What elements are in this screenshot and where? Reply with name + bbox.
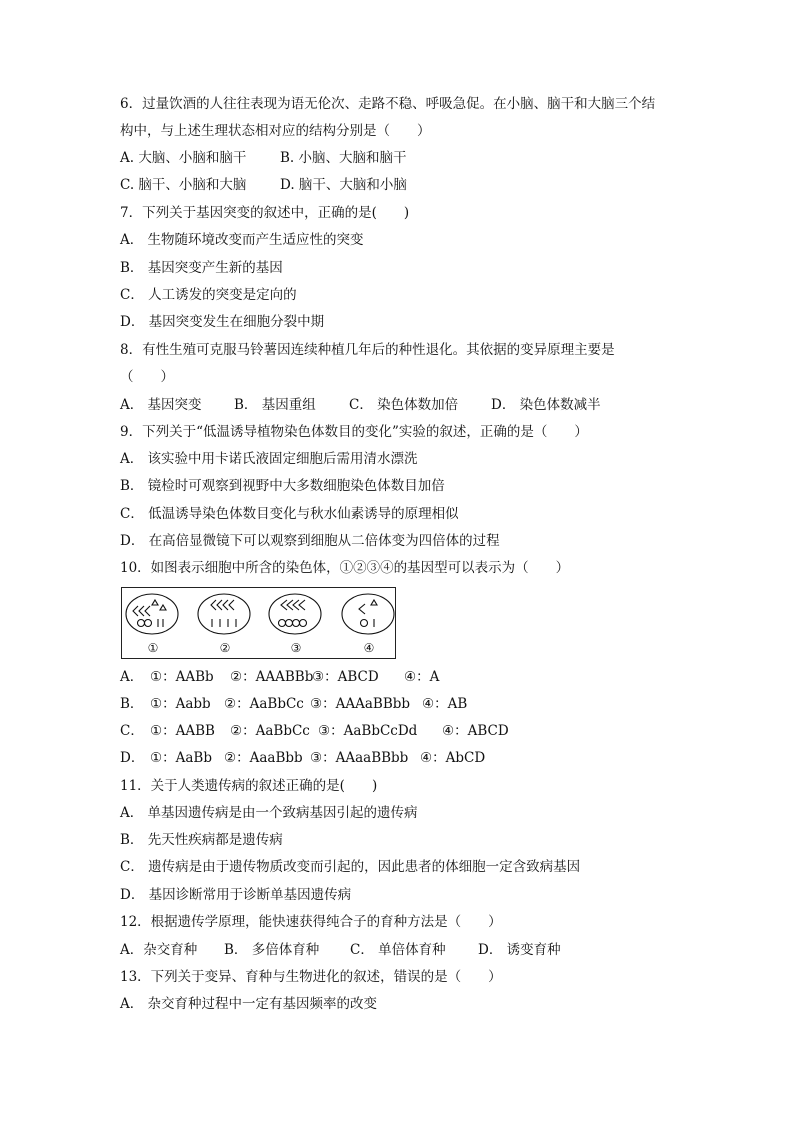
q10-option-b-letter: B．: [120, 696, 144, 712]
q6-options-row-1: [120, 148, 680, 168]
q6-option-d: D. 脑干、大脑和小脑: [280, 177, 407, 193]
q10-option-d-cell-3: ③：AAaaBBbb: [310, 750, 409, 766]
q10-option-a-cell-4: ④：A: [404, 669, 440, 685]
q10-option-b-cell-1: ①：Aabb: [150, 696, 211, 712]
cell-3-outline: [269, 594, 321, 634]
q10-option-c-cell-2: ②：AaBbCc: [230, 723, 310, 739]
cell-2-chromosome-v: [211, 600, 216, 610]
q10-option-a-cell-3: ③：ABCD: [312, 669, 379, 685]
cell-1-chromosome-triangle: [160, 605, 166, 610]
q8-option-d: D． 染色体数减半: [491, 397, 601, 413]
q11-option-a: A． 单基因遗传病是由一个致病基因引起的遗传病: [120, 805, 418, 821]
cell-1-chromosome-v: [145, 606, 150, 616]
q6-options-row-2: [120, 175, 680, 195]
q10-option-c-letter: C．: [120, 723, 144, 739]
cell-2-outline: [198, 594, 250, 634]
cell-2-chromosome-v: [217, 600, 222, 610]
q6-option-a: A. 大脑、小脑和脑干: [120, 150, 247, 166]
q12-option-d: D． 诱变育种: [478, 942, 561, 958]
cell-3-chromosome-circle: [300, 620, 307, 627]
q11-stem: 11．关于人类遗传病的叙述正确的是( ): [120, 778, 378, 794]
cell-3-chromosome-v: [293, 600, 299, 610]
q11-option-d: D． 基因诊断常用于诊断单基因遗传病: [120, 887, 352, 903]
q10-option-d: [120, 748, 680, 768]
q8-options-row: [120, 395, 680, 415]
cell-1-outline: [126, 594, 178, 634]
chromosome-diagram: [122, 588, 397, 660]
cell-2-chromosome-v: [229, 600, 234, 610]
q11-option-c: C． 遗传病是由于遗传物质改变而引起的，因此患者的体细胞一定含致病基因: [120, 859, 581, 875]
q10-stem: 10．如图表示细胞中所含的染色体，①②③④的基因型可以表示为（ ）: [120, 560, 570, 576]
q6-stem-line-1: 6．过量饮酒的人往往表现为语无伦次、走路不稳、呼吸急促。在小脑、脑干和大脑三个结: [120, 96, 656, 112]
q9-option-d: D． 在高倍显微镜下可以观察到细胞从二倍体变为四倍体的过程: [120, 533, 500, 549]
cell-4-outline: [342, 594, 394, 634]
q7-option-b: B． 基因突变产生新的基因: [120, 260, 283, 276]
q10-option-d-cell-2: ②：AaaBbb: [224, 750, 303, 766]
cell-3-chromosome-circle: [293, 620, 300, 627]
q8-stem-line-1: 8．有性生殖可克服马铃薯因连续种植几年后的种性退化。其依据的变异原理主要是: [120, 342, 615, 358]
q10-option-a-letter: A．: [120, 669, 144, 685]
q9-option-a: A． 该实验中用卡诺氏液固定细胞后需用清水漂洗: [120, 451, 418, 467]
q7-option-c: C． 人工诱发的突变是定向的: [120, 287, 297, 303]
q10-option-c-cell-1: ①：AABB: [150, 723, 215, 739]
q12-options-row: [120, 940, 680, 960]
cell-3-chromosome-v: [281, 600, 287, 610]
cell-3-chromosome-circle: [286, 620, 293, 627]
q12-option-b: B． 多倍体育种: [224, 942, 320, 958]
q7-option-a: A． 生物随环境改变而产生适应性的突变: [120, 232, 364, 248]
q10-option-c-cell-3: ③：AaBbCcDd: [318, 723, 418, 739]
cell-1-chromosome-triangle: [152, 600, 158, 605]
q11-option-b: B． 先天性疾病都是遗传病: [120, 832, 283, 848]
q10-option-b: [120, 694, 680, 714]
q9-option-b: B． 镜检时可观察到视野中大多数细胞染色体数目加倍: [120, 478, 445, 494]
cell-1-chromosome-v: [133, 606, 138, 616]
q10-option-b-cell-4: ④：AB: [422, 696, 468, 712]
chromosome-figure: [121, 587, 396, 659]
q10-option-c-cell-4: ④：ABCD: [442, 723, 509, 739]
q12-stem: 12．根据遗传学原理，能快速获得纯合子的育种方法是（ ）: [120, 914, 502, 930]
cell-1-label: ①: [147, 641, 159, 655]
cell-3-chromosome-v: [287, 600, 293, 610]
cell-3-chromosome-circle: [279, 620, 286, 627]
cell-3-label: ③: [290, 641, 302, 655]
q7-stem: 7．下列关于基因突变的叙述中，正确的是( ): [120, 205, 410, 221]
cell-2-chromosome-v: [223, 600, 228, 610]
q8-stem-line-2: （ ）: [120, 369, 174, 385]
q9-stem: 9．下列关于“低温诱导植物染色体数目的变化”实验的叙述，正确的是（ ）: [120, 424, 588, 440]
cell-3-chromosome-v: [299, 600, 305, 610]
q13-option-a: A． 杂交育种过程中一定有基因频率的改变: [120, 996, 378, 1012]
q10-option-b-cell-3: ③：AAAaBBbb: [310, 696, 411, 712]
cell-4-chromosome-v: [359, 604, 365, 614]
cell-4-chromosome-circle: [361, 620, 368, 627]
q8-option-a: A． 基因突变: [120, 397, 202, 413]
q10-option-a-cell-2: ②：AAABBb: [230, 669, 314, 685]
q6-option-b: B. 小脑、大脑和脑干: [280, 150, 407, 166]
q10-option-d-letter: D．: [120, 750, 145, 766]
q13-stem: 13．下列关于变异、育种与生物进化的叙述，错误的是（ ）: [120, 969, 502, 985]
cell-1-chromosome-circle: [145, 620, 152, 627]
q9-option-c: C． 低温诱导染色体数目变化与秋水仙素诱导的原理相似: [120, 506, 459, 522]
q12-option-c: C． 单倍体育种: [350, 942, 446, 958]
cell-4-chromosome-triangle: [371, 600, 377, 605]
cell-1-chromosome-circle: [138, 620, 145, 627]
q6-option-c: C. 脑干、小脑和大脑: [120, 177, 247, 193]
cell-1-chromosome-v: [139, 606, 144, 616]
q6-stem-line-2: 构中，与上述生理状态相对应的结构分别是（ ）: [120, 123, 431, 139]
cell-4-label: ④: [363, 641, 375, 655]
q10-option-d-cell-4: ④：AbCD: [420, 750, 486, 766]
cell-2-label: ②: [219, 641, 231, 655]
q10-option-a-cell-1: ①：AABb: [150, 669, 214, 685]
q10-option-d-cell-1: ①：AaBb: [150, 750, 212, 766]
q10-option-c: [120, 721, 680, 741]
q8-option-b: B． 基因重组: [234, 397, 316, 413]
q10-option-a: [120, 667, 680, 687]
q8-option-c: C． 染色体数加倍: [349, 397, 459, 413]
q12-option-a: A．杂交育种: [120, 942, 198, 958]
q7-option-d: D． 基因突变发生在细胞分裂中期: [120, 314, 325, 330]
q10-option-b-cell-2: ②：AaBbCc: [224, 696, 304, 712]
